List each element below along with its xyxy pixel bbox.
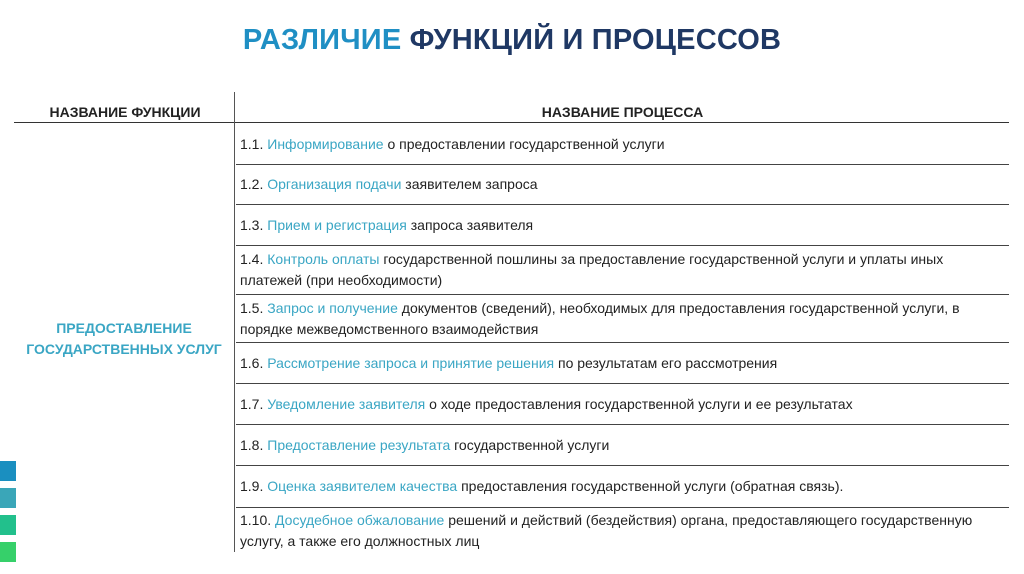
table-row bbox=[236, 466, 1009, 508]
row-text: 1.7. Уведомление заявителя о ходе предоставления государственной услуги и ее результатах bbox=[240, 395, 853, 412]
process-list bbox=[236, 124, 1009, 554]
row-text: 1.10. Досудебное обжалование решений и действий (бездействия) органа, предоставляющего государственную услугу, а также его должностных лиц bbox=[240, 512, 973, 549]
table-row bbox=[236, 295, 1009, 343]
table-row bbox=[236, 205, 1009, 246]
row-text: 1.8. Предоставление результата государственной услуги bbox=[240, 436, 610, 453]
square-icon bbox=[0, 461, 16, 481]
table-row bbox=[236, 384, 1009, 425]
function-name bbox=[14, 318, 234, 360]
process-table bbox=[14, 96, 1009, 549]
title-rest: ФУНКЦИЙ И ПРОЦЕССОВ bbox=[409, 24, 782, 56]
slide-title bbox=[0, 24, 1024, 57]
header-process: НАЗВАНИЕ ПРОЦЕССА bbox=[541, 104, 704, 120]
square-icon bbox=[0, 515, 16, 535]
square-icon bbox=[0, 542, 16, 562]
header-divider bbox=[14, 122, 1009, 123]
row-text: 1.1. Информирование о предоставлении государственной услуги bbox=[240, 135, 665, 152]
table-row bbox=[236, 425, 1009, 466]
table-header bbox=[14, 96, 1009, 122]
row-text: 1.6. Рассмотрение запроса и принятие решения по результатам его рассмотрения bbox=[240, 354, 778, 371]
square-icon bbox=[0, 488, 16, 508]
header-function: НАЗВАНИЕ ФУНКЦИИ bbox=[49, 104, 201, 120]
row-text: 1.9. Оценка заявителем качества предоставления государственной услуги (обратная связь). bbox=[240, 478, 844, 494]
row-text: 1.4. Контроль оплаты государственной пошлины за предоставление государственной услуги и уплаты иных платежей (при необходимости) bbox=[240, 251, 944, 288]
table-row bbox=[236, 165, 1009, 205]
table-row bbox=[236, 246, 1009, 295]
column-divider bbox=[234, 92, 235, 552]
function-line-1: ПРЕДОСТАВЛЕНИЕ bbox=[56, 320, 192, 336]
title-accent: РАЗЛИЧИЕ bbox=[242, 24, 402, 56]
row-text: 1.3. Прием и регистрация запроса заявителя bbox=[240, 216, 534, 233]
table-row bbox=[236, 343, 1009, 384]
row-text: 1.5. Запрос и получение документов (сведений), необходимых для предоставления государственной услуги, в порядке межведомственного взаимодействия bbox=[240, 299, 960, 337]
decorative-squares bbox=[0, 461, 16, 569]
table-row bbox=[236, 508, 1009, 554]
function-line-2: ГОСУДАРСТВЕННЫХ УСЛУГ bbox=[26, 341, 222, 357]
row-text: 1.2. Организация подачи заявителем запроса bbox=[240, 176, 538, 192]
table-row bbox=[236, 124, 1009, 165]
